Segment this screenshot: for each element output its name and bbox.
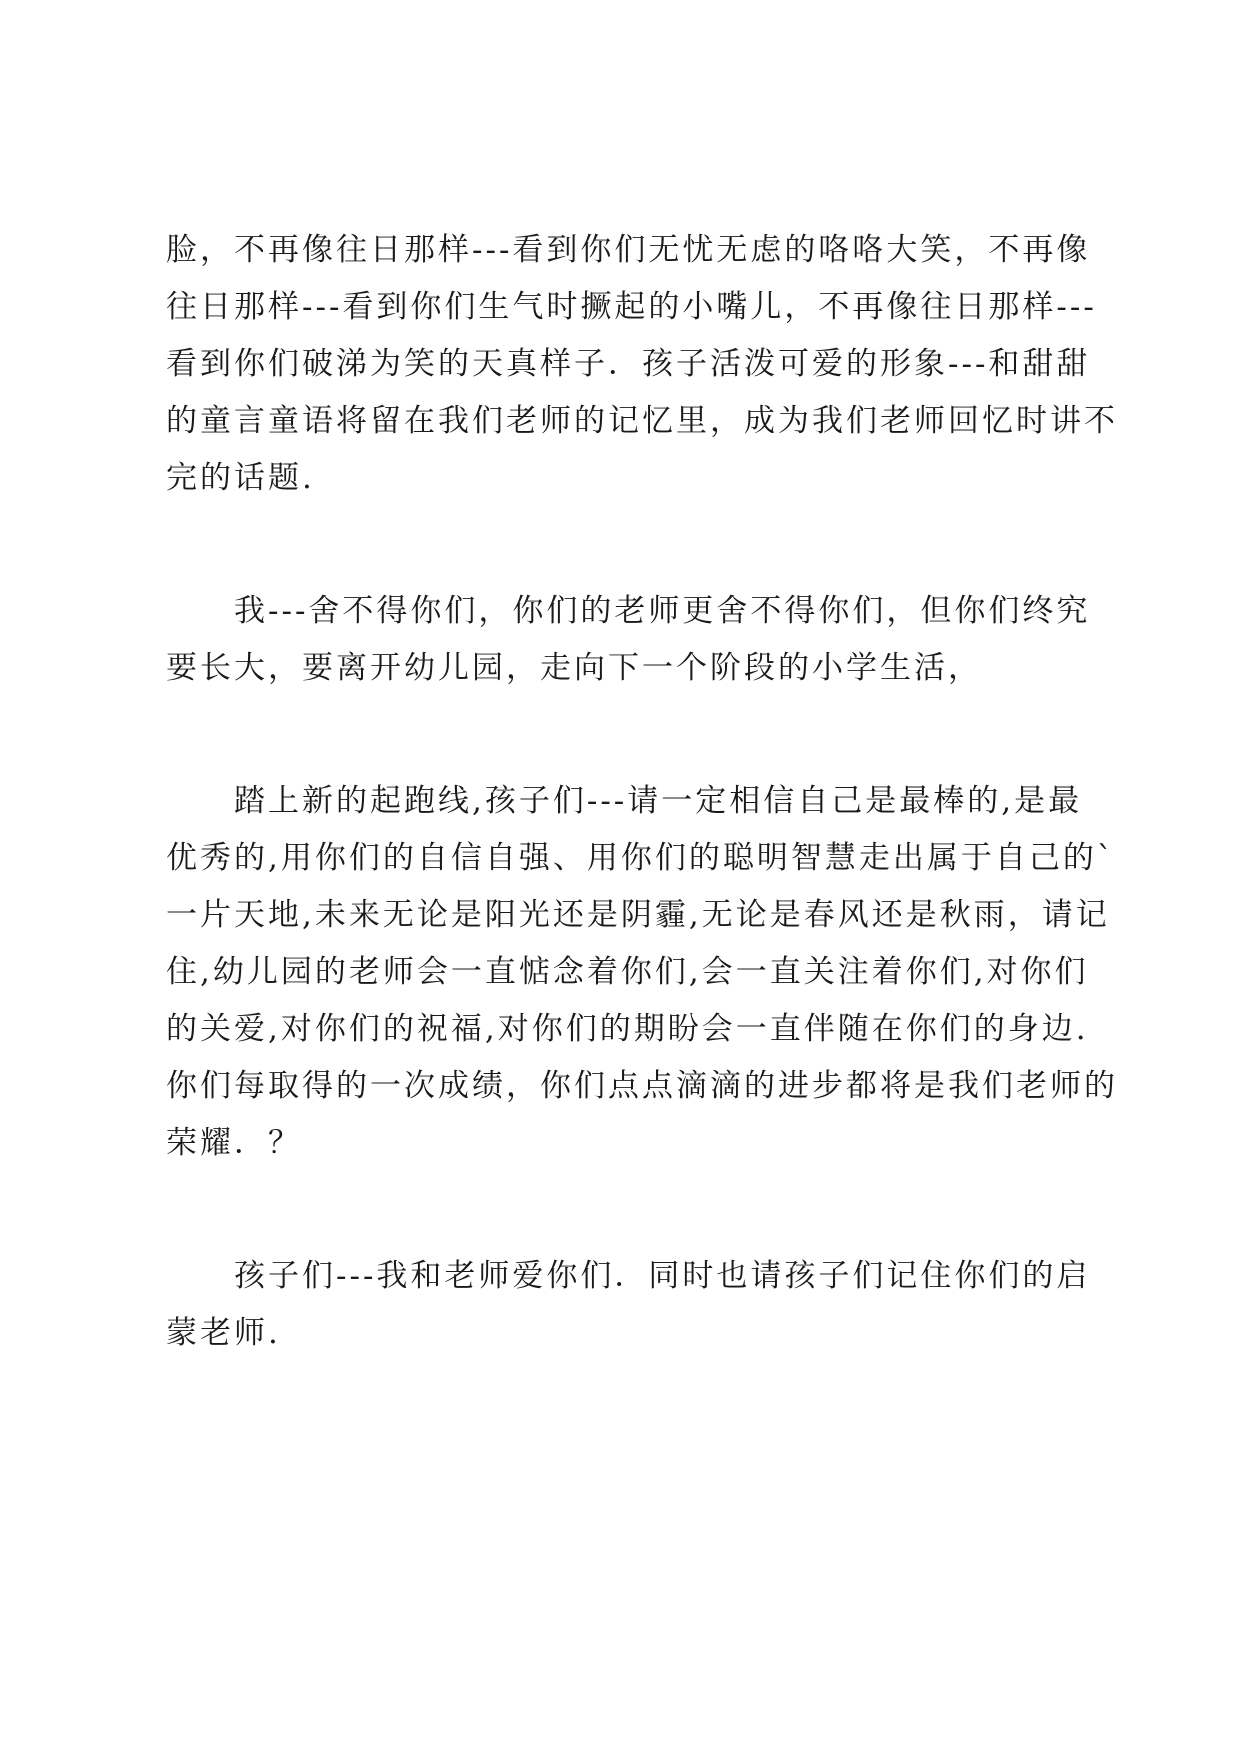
text-line: 脸，不再像往日那样---看到你们无忧无虑的咯咯大笑，不再像 (166, 232, 1091, 268)
document-body (166, 222, 1118, 1438)
paragraph-1 (166, 222, 1118, 507)
text-line: 一片天地,未来无论是阳光还是阴霾,无论是春风还是秋雨，请记 (166, 897, 1110, 933)
text-line: 看到你们破涕为笑的天真样子．孩子活泼可爱的形象---和甜甜 (166, 346, 1091, 382)
text-line: 你们每取得的一次成绩，你们点点滴滴的进步都将是我们老师的 (166, 1068, 1118, 1104)
text-line: 的关爱,对你们的祝福,对你们的期盼会一直伴随在你们的身边. (166, 1011, 1089, 1047)
paragraph-3 (166, 773, 1118, 1172)
text-line: 的童言童语将留在我们老师的记忆里，成为我们老师回忆时讲不 (166, 403, 1118, 439)
text-line-first: 我---舍不得你们，你们的老师更舍不得你们，但你们终究 (234, 593, 1091, 629)
paragraph-2 (166, 583, 1096, 697)
text-line: 完的话题. (166, 460, 315, 496)
text-line: 要长大，要离开幼儿园，走向下一个阶段的小学生活， (166, 650, 982, 686)
text-line: 往日那样---看到你们生气时撅起的小嘴儿，不再像往日那样--- (166, 289, 1097, 325)
text-line: 荣耀．？ (166, 1125, 302, 1161)
text-line-first: 踏上新的起跑线,孩子们---请一定相信自己是最棒的,是最 (234, 783, 1083, 819)
text-line-first: 孩子们---我和老师爱你们．同时也请孩子们记住你们的启 (234, 1258, 1091, 1294)
text-line: 蒙老师. (166, 1315, 281, 1351)
text-line: 住,幼儿园的老师会一直惦念着你们,会一直关注着你们,对你们 (166, 954, 1089, 990)
text-line: 优秀的,用你们的自信自强、用你们的聪明智慧走出属于自己的` (166, 840, 1116, 876)
paragraph-4 (166, 1248, 1096, 1362)
